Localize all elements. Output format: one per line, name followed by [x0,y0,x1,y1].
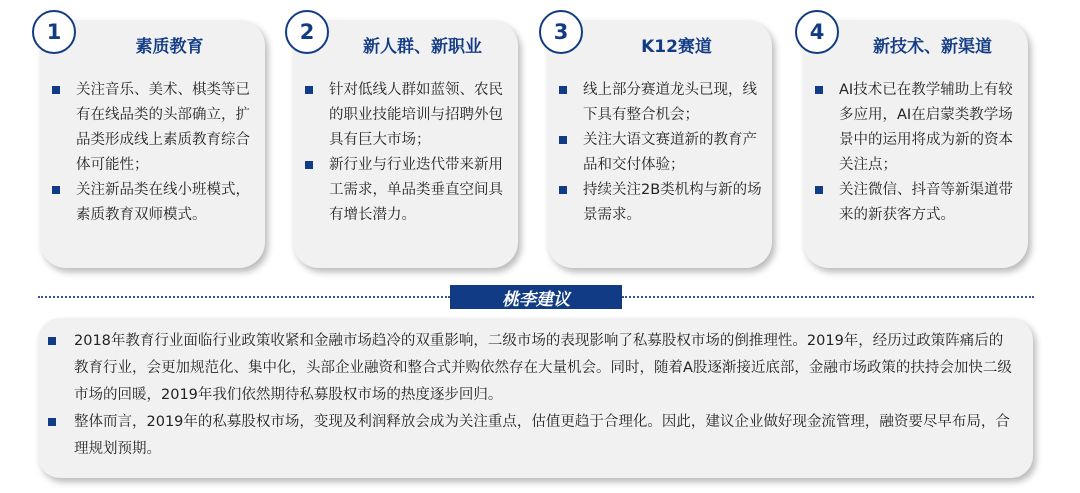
bullet-text: 持续关注2B类机构与新的场景需求。 [583,182,762,223]
list-item [813,78,1022,178]
list-item [38,409,1023,463]
card-number-badge: 2 [285,10,329,54]
bullet-square-icon [559,186,567,194]
bullet-square-icon [48,418,56,426]
card-title: K12赛道 [641,37,712,57]
bullet-square-icon [815,86,823,94]
bullet-square-icon [48,337,56,345]
list-item [303,78,512,153]
bullet-text: 2018年教育行业面临行业政策收紧和金融市场趋冷的双重影响，二级市场的表现影响了私募股权市场的倒推理性。2019年，经历过政策阵痛后的教育行业，会更加规范化、集中化，头部企业融资和整合式并购依然存在大量机会。同时，随着A股逐渐接近底部，金融市场政策的扶持会加快二级市场的回暖，2019年我们依然期待私募股权市场的热度逐步回归。 [74,333,1012,403]
dotted-divider-left [38,296,450,298]
card-2 [293,20,518,268]
bullet-list [557,78,766,228]
bullet-text: 线上部分赛道龙头已现，线下具有整合机会； [583,82,757,123]
bullet-square-icon [52,186,60,194]
list-item [303,153,512,228]
card-title: 素质教育 [135,37,204,57]
bullet-text: 关注大语文赛道新的教育产品和交付体验； [583,132,757,173]
bullet-square-icon [559,86,567,94]
bullet-text: 关注音乐、美术、棋类等已有在线品类的头部确立，扩品类形成线上素质教育综合体可能性； [76,82,250,173]
card-3 [547,20,772,268]
card-title: 新技术、新渠道 [873,37,992,57]
card-number-badge: 1 [32,10,76,54]
bullet-list [38,328,1023,463]
bullet-square-icon [815,186,823,194]
list-item [557,78,766,128]
section-banner: 桃李建议 [450,285,622,309]
card-number-badge: 4 [795,10,839,54]
bullet-text: 针对低线人群如蓝领、农民的职业技能培训与招聘外包具有巨大市场； [329,82,503,148]
bullet-text: 关注新品类在线小班模式，素质教育双师模式。 [76,182,250,223]
bullet-list [813,78,1022,228]
dotted-divider-right [622,296,1034,298]
recommendation-box [38,318,1033,478]
list-item [50,78,259,178]
list-item [557,128,766,178]
bullet-square-icon [559,136,567,144]
bullet-square-icon [52,86,60,94]
bullet-text: AI技术已在教学辅助上有较多应用，AI在启蒙类教学场景中的运用将成为新的资本关注点； [839,82,1013,173]
list-item [813,178,1022,228]
bullet-list [303,78,512,228]
bullet-text: 整体而言，2019年的私募股权市场，变现及利润释放会成为关注重点，估值更趋于合理化。因此，建议企业做好现金流管理，融资要尽早布局，合理规划预期。 [74,414,1010,457]
bullet-square-icon [305,161,313,169]
list-item [38,328,1023,409]
bullet-list [50,78,259,228]
bullet-text: 新行业与行业迭代带来新用工需求，单品类垂直空间具有增长潜力。 [329,157,503,223]
card-4 [803,20,1028,268]
list-item [557,178,766,228]
list-item [50,178,259,228]
bullet-text: 关注微信、抖音等新渠道带来的新获客方式。 [839,182,1013,223]
card-1 [40,20,265,268]
bullet-square-icon [305,86,313,94]
card-number-badge: 3 [539,10,583,54]
card-title: 新人群、新职业 [363,37,482,57]
